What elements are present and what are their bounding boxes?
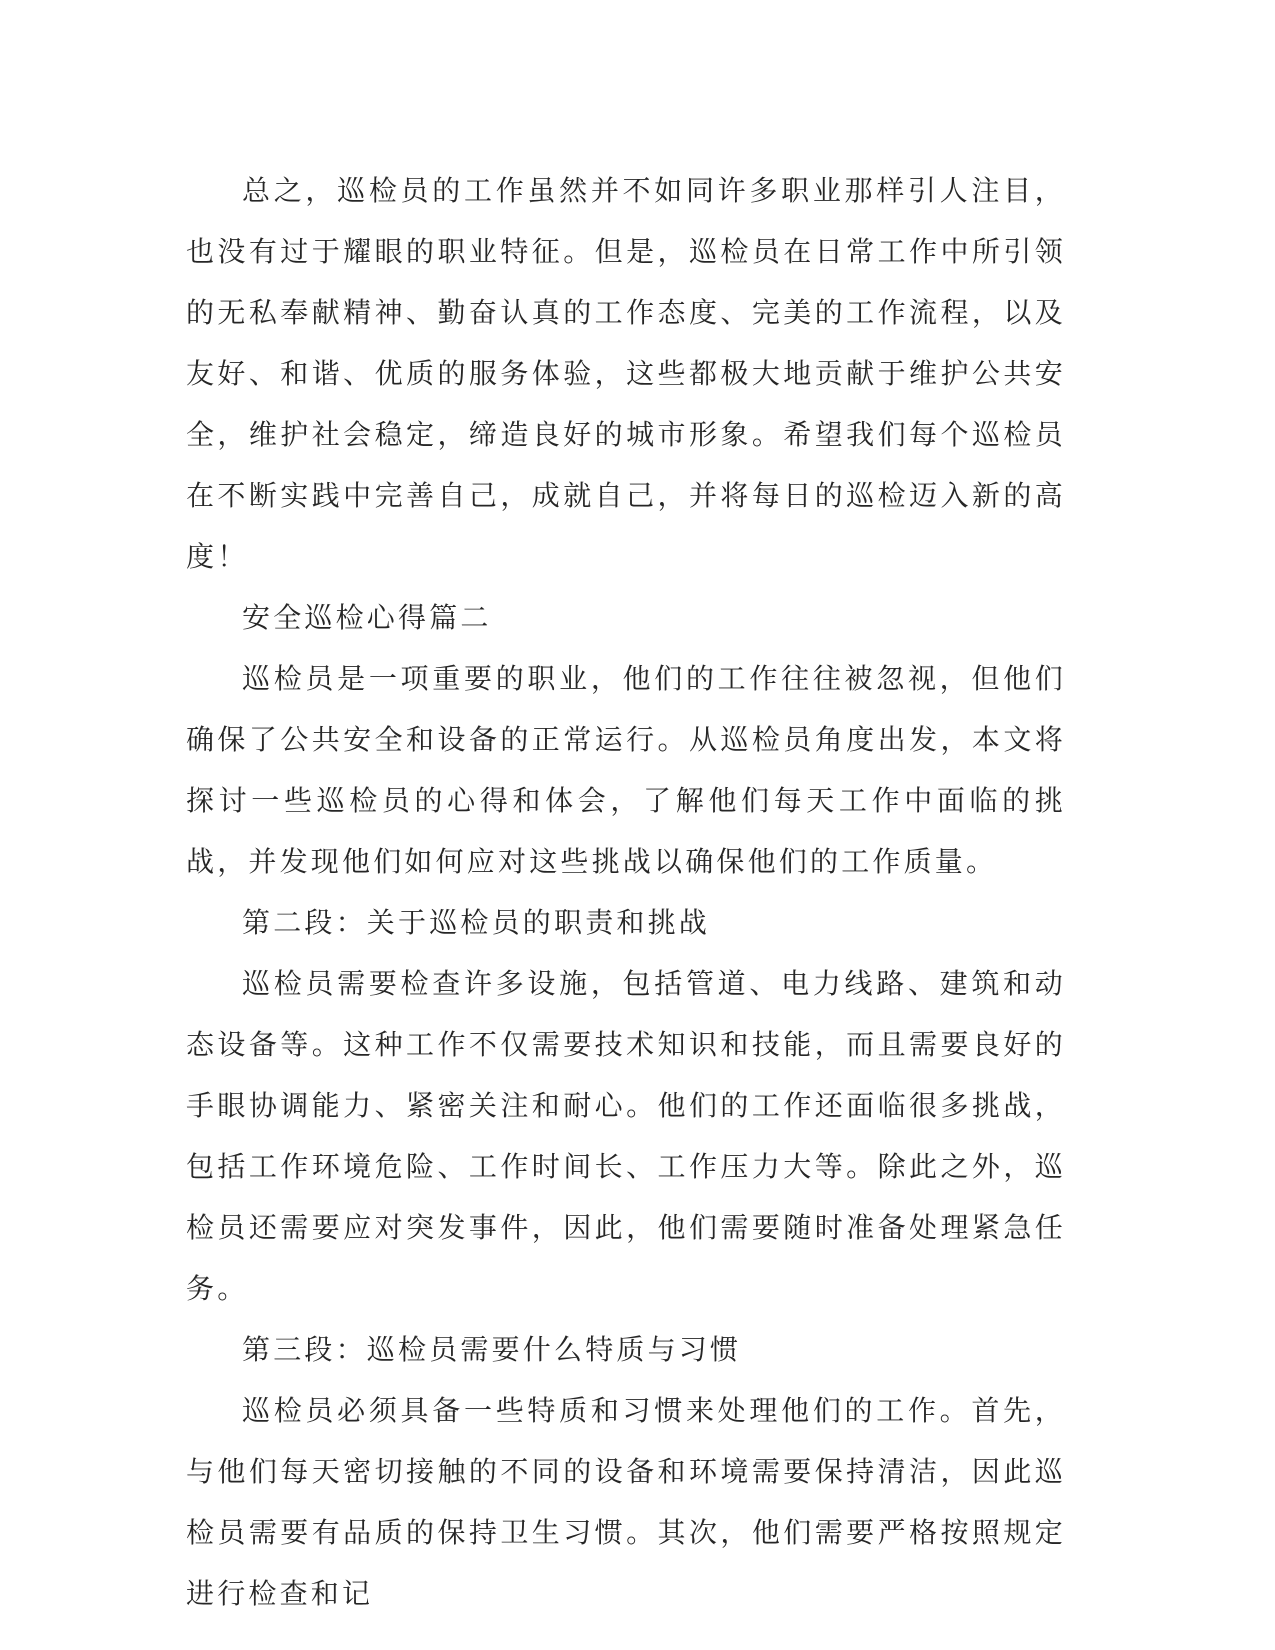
document-body xyxy=(186,160,1066,1624)
section-heading-duties: 第二段：关于巡检员的职责和挑战 xyxy=(242,906,711,939)
paragraph-duties: 巡检员需要检查许多设施，包括管道、电力线路、建筑和动态设备等。这种工作不仅需要技术知识和技能，而且需要良好的手眼协调能力、紧密关注和耐心。他们的工作还面临很多挑战，包括工作环境危险、工作时间长、工作压力大等。除此之外，巡检员还需要应对突发事件，因此，他们需要随时准备处理紧急任务。 xyxy=(186,967,1066,1305)
paragraph-qualities: 巡检员必须具备一些特质和习惯来处理他们的工作。首先，与他们每天密切接触的不同的设备和环境需要保持清洁，因此巡检员需要有品质的保持卫生习惯。其次，他们需要严格按照规定进行检查和记 xyxy=(186,1394,1066,1610)
paragraph-introduction: 巡检员是一项重要的职业，他们的工作往往被忽视，但他们确保了公共安全和设备的正常运行。从巡检员角度出发，本文将探讨一些巡检员的心得和体会，了解他们每天工作中面临的挑战，并发现他们如何应对这些挑战以确保他们的工作质量。 xyxy=(186,662,1066,878)
section-title-part-two: 安全巡检心得篇二 xyxy=(242,601,492,634)
section-heading-qualities: 第三段：巡检员需要什么特质与习惯 xyxy=(242,1333,742,1366)
paragraph-conclusion: 总之，巡检员的工作虽然并不如同许多职业那样引人注目，也没有过于耀眼的职业特征。但是，巡检员在日常工作中所引领的无私奉献精神、勤奋认真的工作态度、完美的工作流程，以及友好、和谐、优质的服务体验，这些都极大地贡献于维护公共安全，维护社会稳定，缔造良好的城市形象。希望我们每个巡检员在不断实践中完善自己，成就自己，并将每日的巡检迈入新的高度！ xyxy=(186,174,1066,573)
